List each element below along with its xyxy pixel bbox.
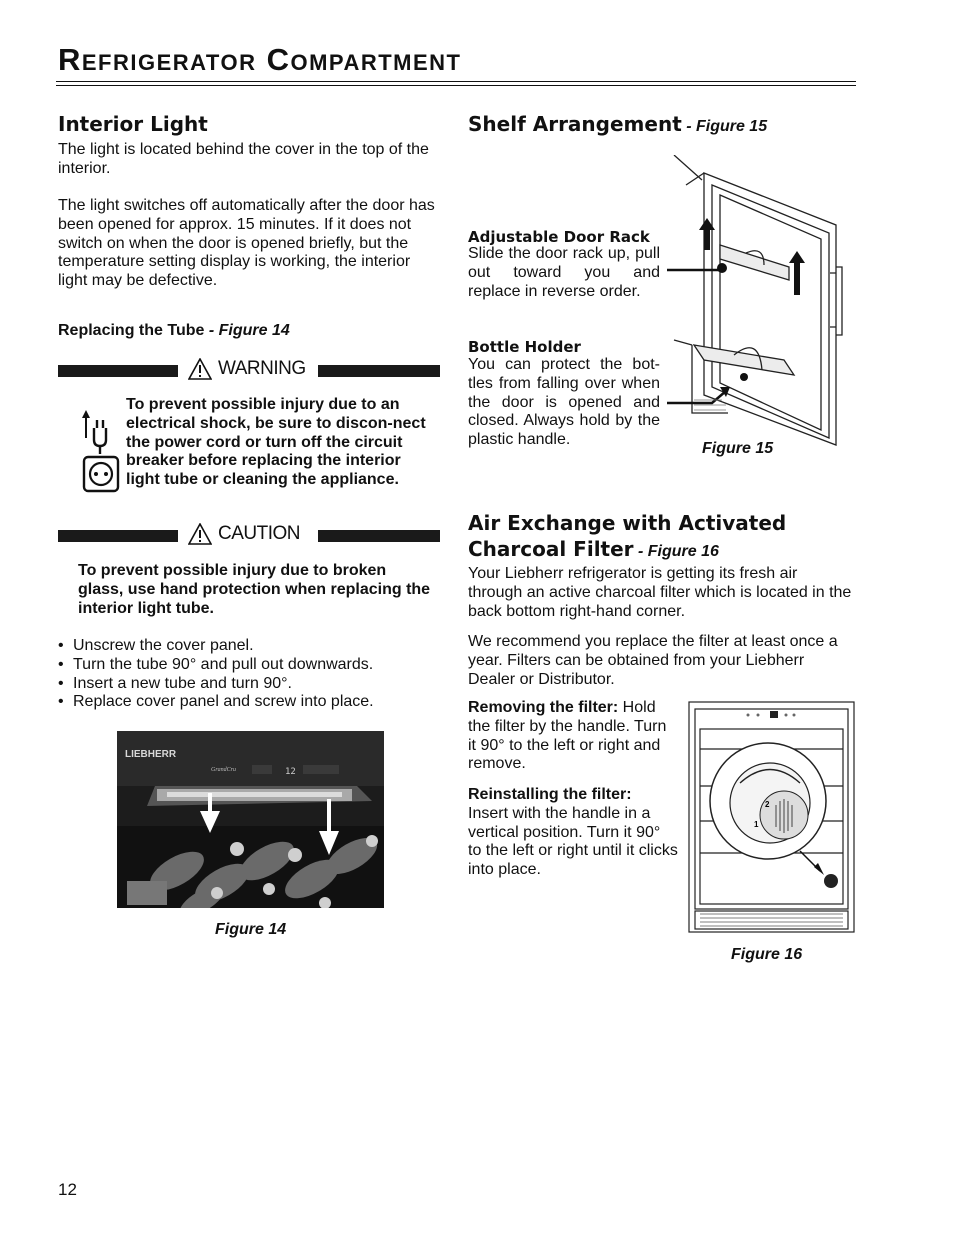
page-title: Refrigerator Compartment	[58, 42, 462, 77]
removing-filter-instructions: Hold the filter by the handle. Turn it 90° to the left or right and remove.	[468, 699, 667, 773]
list-item: • Unscrew the cover panel.	[58, 637, 443, 656]
outlet-icon	[82, 455, 120, 493]
figure-display: 12	[285, 767, 296, 777]
bottle-holder-text: You can protect the bot-tles from falling over when the door is opened and closed. Always hold by the plastic handle.	[468, 356, 660, 449]
dial-label-2: 2	[765, 800, 770, 809]
figure-14-caption: Figure 14	[215, 921, 287, 938]
page-number: 12	[58, 1180, 77, 1199]
air-para2: We recommend you replace the filter at least once a year. Filters can be obtained from your Liebherr Dealer or Distributor.	[468, 633, 838, 688]
shelf-heading	[468, 112, 767, 139]
air-figure-ref: - Figure 16	[633, 543, 719, 560]
figure-brand-logo: LIEBHERR	[125, 749, 177, 760]
shelf-figure-ref: - Figure 15	[681, 118, 768, 135]
shelf-heading-text: Shelf Arrangement	[468, 112, 682, 136]
figure-15-drawing	[664, 155, 844, 460]
replacing-tube-figure-ref: - Figure 14	[204, 322, 290, 339]
interior-light-para2: The light switches off automatically after the door has been opened for approx. 15 minutes. If it does not switch on when the door is opened briefly, but the temperature setting display is working, the interior light may be defective.	[58, 197, 435, 290]
warning-label	[188, 358, 306, 380]
figure-16-caption: Figure 16	[731, 946, 803, 963]
list-item: • Insert a new tube and turn 90°.	[58, 675, 443, 694]
figure-14-photo	[117, 731, 384, 908]
air-para1: Your Liebherr refrigerator is getting its fresh air through an active charcoal filter which is located in the back bottom right-hand corner.	[468, 565, 852, 620]
air-heading-line2-text: Charcoal Filter	[468, 537, 634, 561]
door-rack-text: Slide the door rack up, pull out toward you and replace in reverse order.	[468, 245, 660, 300]
replacing-tube-heading	[58, 322, 290, 340]
figure-16-drawing	[688, 701, 856, 934]
interior-light-heading: Interior Light	[58, 112, 208, 136]
caution-triangle-icon	[188, 523, 212, 545]
removing-filter-label: Removing the filter:	[468, 699, 619, 716]
removing-filter-text	[468, 699, 678, 774]
bottle-holder-label: Bottle Holder	[468, 338, 581, 356]
title-rule-bottom	[56, 85, 856, 86]
caution-label-text: CAUTION	[218, 523, 300, 544]
title-rule-top	[56, 81, 856, 82]
reinstall-filter-block	[468, 786, 678, 880]
warning-bar-left	[58, 365, 178, 377]
caution-text: To prevent possible injury due to broken glass, use hand protection when replacing the interior light tube.	[78, 562, 431, 617]
figure-15-caption: Figure 15	[702, 440, 774, 457]
list-item: • Turn the tube 90° and pull out downwards.	[58, 656, 443, 675]
replacing-tube-heading-text: Replacing the Tube	[58, 322, 205, 339]
air-heading-line2	[468, 537, 719, 564]
list-item: • Replace cover panel and screw into place.	[58, 693, 443, 712]
unplug-icon	[78, 408, 118, 456]
replacement-steps-list	[58, 637, 443, 712]
interior-light-para1: The light is located behind the cover in the top of the interior.	[58, 141, 429, 177]
figure-brand-sub: GrandCru	[211, 767, 237, 773]
air-heading-line1: Air Exchange with Activated	[468, 511, 787, 535]
warning-label-text: WARNING	[218, 358, 306, 379]
door-rack-label: Adjustable Door Rack	[468, 228, 650, 246]
caution-label	[188, 523, 300, 545]
warning-triangle-icon	[188, 358, 212, 380]
caution-bar-right	[318, 530, 440, 542]
dial-label-1: 1	[754, 820, 759, 829]
caution-bar-left	[58, 530, 178, 542]
warning-text: To prevent possible injury due to an electrical shock, be sure to discon-nect the power cord or turn off the circuit breaker before replacing the interior light tube or cleaning the appliance.	[126, 396, 426, 489]
reinstall-filter-text: Insert with the handle in a vertical position. Turn it 90° to the left or right until it clicks into place.	[468, 804, 678, 879]
reinstall-filter-label: Reinstalling the filter:	[468, 786, 632, 803]
warning-bar-right	[318, 365, 440, 377]
